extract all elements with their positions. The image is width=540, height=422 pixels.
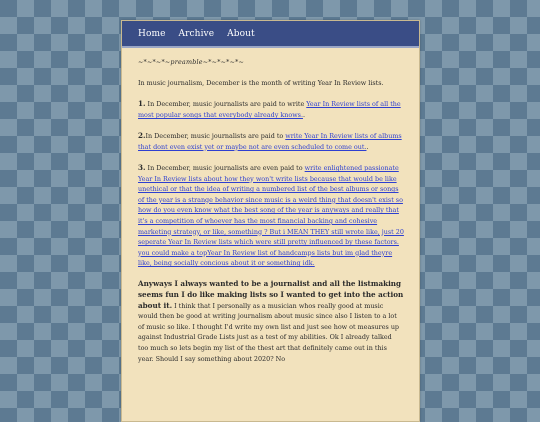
post-content: [122, 48, 419, 364]
list-link[interactable]: write Year In Review lists of albums that dont even exist yet or maybe not are even scheduled to come out.: [138, 132, 402, 151]
nav-archive-link[interactable]: Archive: [178, 28, 215, 39]
closing-paragraph: [138, 279, 404, 364]
top-nav: [122, 21, 419, 48]
list-text: In December, music journalists are paid to write: [145, 100, 307, 109]
intro-paragraph: In music journalism, December is the month of writing Year In Review lists.: [138, 79, 384, 88]
list-number: 1.: [138, 99, 146, 109]
list-link[interactable]: write enlightened passionate Year In Review lists about how they won't write lists because that would be like unethical or that the idea of writing a numbered list of the best albums or songs of the year is a strange behavior since music is a weird thing that doesn't exist so how do you even know what the best song of the year is anyways and really that it's a competition of whoever has the most financial backing and cohesive marketing strategy, or like, something ? But i MEAN THEY still wrote like, just 20 seperate Year In Review lists which were still pretty influenced by these factors. you could make a topYear In Review list of handcamps lists but im glad theyre like, being socially concious about it or something idk.: [138, 163, 404, 268]
list-item-1: [138, 99, 404, 120]
list-text: In December, music journalists are even paid to: [145, 163, 305, 172]
list-link[interactable]: Year In Review lists of all the most popular songs that everybody already knows.: [138, 100, 401, 119]
nav-about-link[interactable]: About: [227, 28, 255, 39]
list-number: 3.: [138, 162, 146, 172]
list-text-end: .: [366, 142, 369, 151]
nav-home-link[interactable]: Home: [138, 28, 166, 39]
list-number: 2.: [138, 131, 146, 141]
preamble-heading: ~*~*~*~preamble~*~*~*~*~: [138, 58, 245, 66]
closing-bold-text: Anyways I always wanted to be a journalist and all the listmaking seems fun I do like making lists so I wanted to get into the action about it.: [138, 279, 404, 310]
list-item-3: [138, 163, 404, 269]
list-text-end: .: [302, 110, 306, 119]
page-container: [121, 20, 420, 422]
list-item-2: [138, 131, 404, 152]
list-text: In December, music journalists are paid to: [145, 132, 286, 141]
closing-text: I think that I personally as a musician whos really good at music would then be good at writing journalism about music since also I listen to a lot of music so like. I thought I'd write my own list and just see how ot measures up against Industrial Grade Lists just as a test of my abilities. Ok I already talked too much so lets begin my list of the thest art that definitely came out in this year. Should I say something about 2020? No: [138, 301, 400, 363]
